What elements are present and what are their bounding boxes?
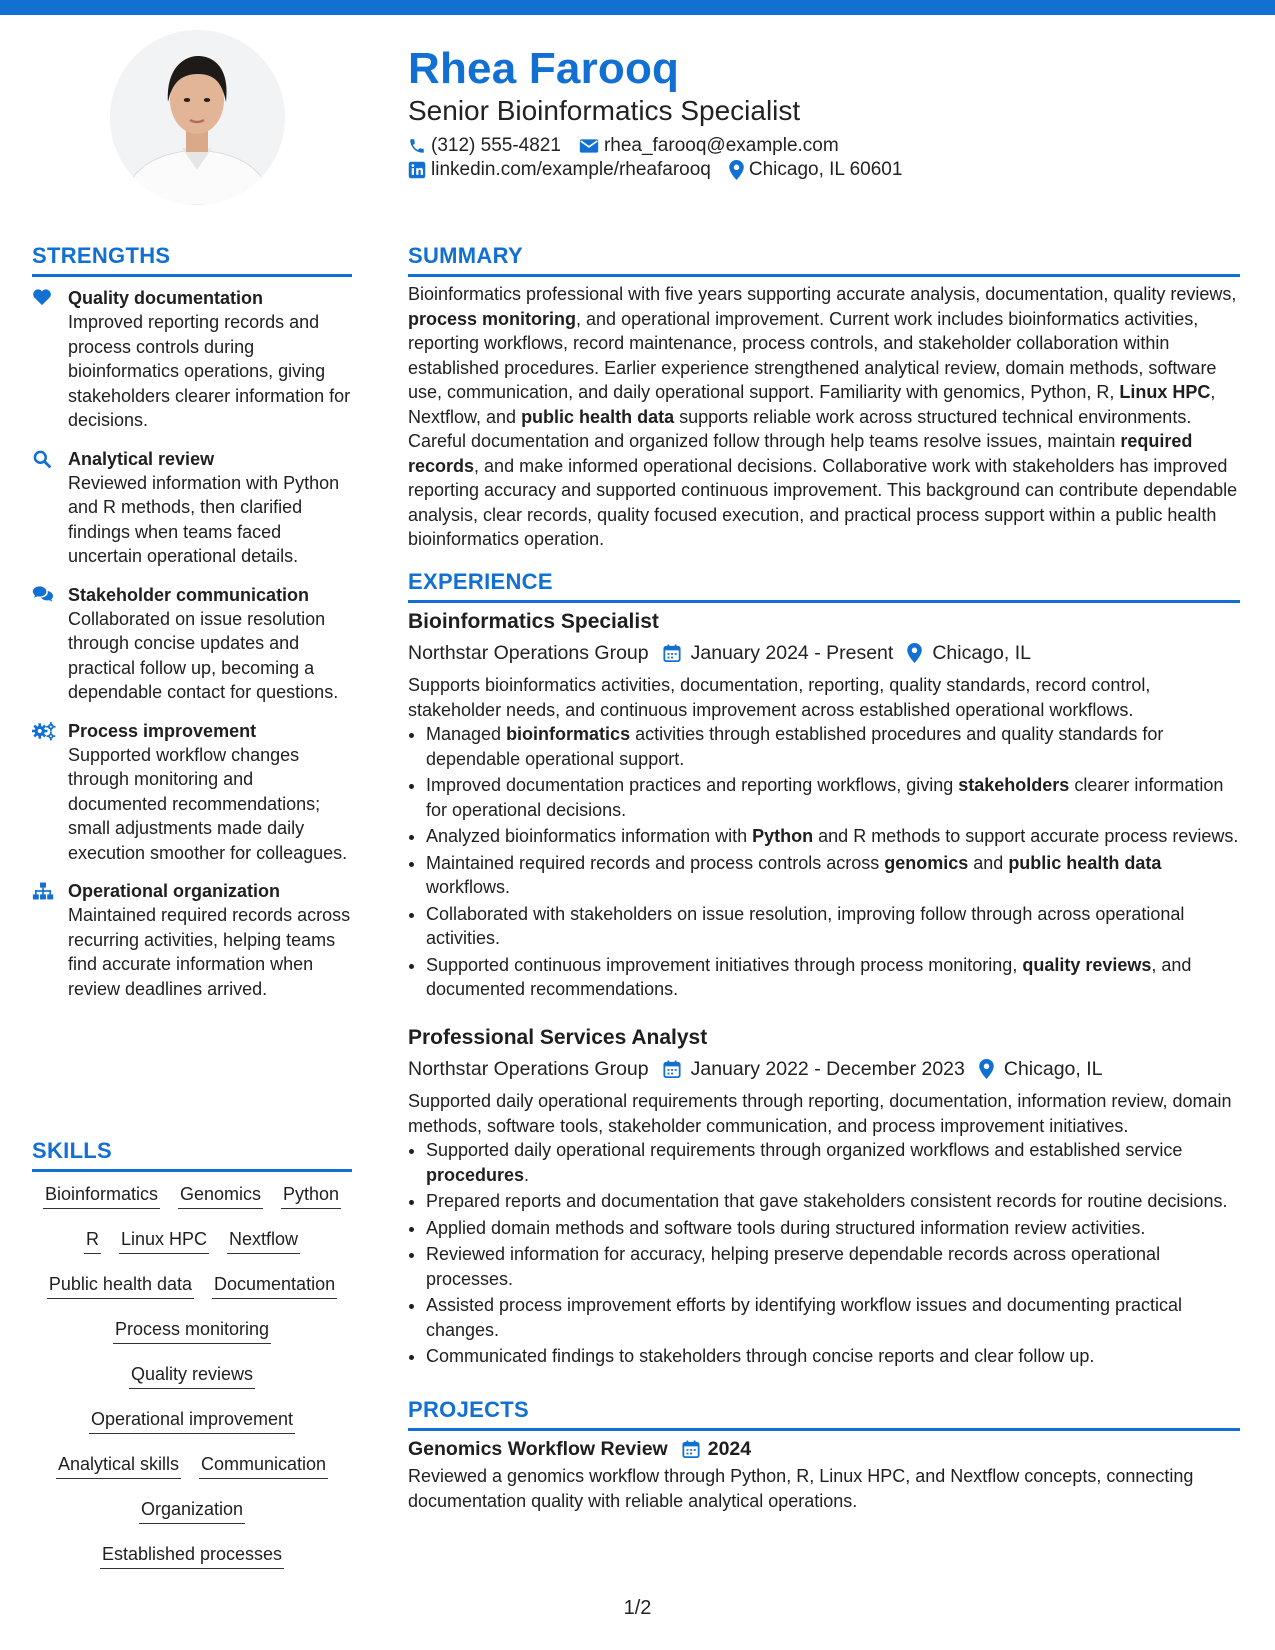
job-title: Professional Services Analyst xyxy=(408,1026,708,1049)
envelope-icon xyxy=(579,137,599,155)
text-segment: and xyxy=(968,852,1009,873)
project-title-row xyxy=(408,1436,1240,1462)
top-accent-bar xyxy=(0,0,1275,15)
strengths-list xyxy=(32,286,352,1015)
map-pin-icon xyxy=(979,1059,994,1079)
text-segment: Supported continuous improvement initiatives through process monitoring, xyxy=(426,954,1023,975)
candidate-name: Rhea Farooq xyxy=(408,44,680,93)
org-chart-icon xyxy=(32,881,54,901)
bold-keyword: stakeholders xyxy=(958,775,1070,795)
skills-heading: SKILLS xyxy=(32,1137,352,1172)
text-segment: , and operational improvement. Current work includes bioinformatics activities, reporting workflows, record maintenance, process controls, and stakeholder collaboration within established procedures. Earlier experience strengthened analytical review, domain methods, software use, communication, and daily operational support. Familiarity with genomics, Python, R, xyxy=(408,308,1217,402)
job-bullets xyxy=(408,722,1240,1002)
location-contact xyxy=(729,158,903,182)
map-pin-icon xyxy=(907,643,922,663)
job-entry xyxy=(408,608,1240,1004)
bold-keyword: bioinformatics xyxy=(506,724,631,744)
gears-icon xyxy=(32,721,56,741)
text-segment: and R methods to support accurate process reviews. xyxy=(813,826,1239,846)
project-desc: Reviewed a genomics workflow through Python, R, Linux HPC, and Nextflow concepts, connecting documentation quality with reliable analytical operations. xyxy=(408,1466,1194,1511)
bold-keyword: genomics xyxy=(884,852,969,873)
job-bullet xyxy=(426,773,1240,822)
summary-heading: SUMMARY xyxy=(408,242,1240,277)
strength-title: Operational organization xyxy=(68,881,281,901)
job-location: Chicago, IL xyxy=(932,642,1031,664)
strength-item xyxy=(32,286,352,433)
job-bullets xyxy=(408,1138,1240,1369)
job-bullet xyxy=(426,1293,1240,1342)
bold-keyword: process monitoring xyxy=(408,308,577,329)
strength-item xyxy=(32,719,352,866)
job-meta xyxy=(408,639,1240,667)
strength-title: Analytical review xyxy=(68,448,215,469)
skill-row xyxy=(32,1542,352,1587)
strength-desc: Supported workflow changes through monitoring and documented recommendations; small adjustments made daily execution smoother for colleagues. xyxy=(68,744,348,863)
skill-tag: Analytical skills xyxy=(56,1452,181,1479)
text-segment: Collaborated with stakeholders on issue resolution, improving follow through across operational activities. xyxy=(426,903,1185,948)
strength-desc: Reviewed information with Python and R methods, then clarified findings when teams faced uncertain operational details. xyxy=(68,472,340,566)
text-segment: , Nextflow, and xyxy=(408,382,1216,427)
text-segment: . xyxy=(524,1164,530,1185)
job-bullet xyxy=(426,953,1240,1002)
skill-tag: Established processes xyxy=(100,1542,284,1569)
calendar-icon xyxy=(663,644,681,663)
profile-photo xyxy=(110,30,285,205)
job-entry xyxy=(408,1024,1240,1371)
skill-row xyxy=(32,1317,352,1362)
job-bullet xyxy=(426,1216,1240,1241)
strength-item xyxy=(32,447,352,569)
experience-heading: EXPERIENCE xyxy=(408,568,1240,603)
job-bullet xyxy=(426,851,1240,900)
job-meta xyxy=(408,1055,1240,1083)
text-segment: , and documented recommendations. xyxy=(426,954,1192,999)
text-segment: Prepared reports and documentation that gave stakeholders consistent records for routine decisions. xyxy=(426,1191,1228,1211)
skill-tag: Process monitoring xyxy=(113,1317,271,1344)
job-dates: January 2024 - Present xyxy=(690,642,894,664)
linkedin-text: linkedin.com/example/rheafarooq xyxy=(431,159,711,180)
job-location: Chicago, IL xyxy=(1003,1058,1103,1080)
skill-tag: Documentation xyxy=(212,1272,337,1299)
strength-title: Stakeholder communication xyxy=(68,584,310,605)
skill-tag: Organization xyxy=(139,1497,245,1524)
project-year: 2024 xyxy=(707,1438,752,1460)
email-text: rhea_farooq@example.com xyxy=(603,135,839,156)
skill-tag: Quality reviews xyxy=(129,1362,255,1389)
text-segment: Managed xyxy=(426,724,507,744)
heart-icon xyxy=(32,288,52,306)
text-segment: Assisted process improvement efforts by identifying workflow issues and documenting practical changes. xyxy=(426,1295,1183,1340)
skill-row xyxy=(32,1182,352,1227)
skill-tag: Public health data xyxy=(47,1272,194,1299)
strength-item xyxy=(32,879,352,1001)
text-segment: Reviewed information for accuracy, helping preserve dependable records across operational processes. xyxy=(426,1244,1161,1289)
projects-heading: PROJECTS xyxy=(408,1396,1240,1431)
bold-keyword: Linux HPC xyxy=(1119,382,1211,402)
skill-tag: Bioinformatics xyxy=(43,1182,160,1209)
skill-tag: Nextflow xyxy=(227,1227,300,1254)
project-title: Genomics Workflow Review xyxy=(408,1438,668,1460)
bold-keyword: procedures xyxy=(426,1164,525,1185)
magnifier-icon xyxy=(32,449,52,469)
contact-row-2 xyxy=(408,158,920,182)
phone-text: (312) 555-4821 xyxy=(431,135,561,156)
skill-tag: Operational improvement xyxy=(89,1407,295,1434)
bold-keyword: public health data xyxy=(1008,852,1162,873)
page-indicator: 1/2 xyxy=(623,1597,652,1619)
job-summary: Supports bioinformatics activities, documentation, reporting, quality standards, record control, stakeholder needs, and continuous improvement across established operational workflows. xyxy=(408,675,1151,720)
skill-row xyxy=(32,1272,352,1317)
calendar-icon xyxy=(663,1060,681,1079)
phone-contact[interactable] xyxy=(408,134,561,158)
text-segment: Analyzed bioinformatics information with xyxy=(426,826,753,846)
calendar-icon xyxy=(682,1440,700,1459)
text-segment: Applied domain methods and software tools during structured information review activities. xyxy=(426,1217,1146,1238)
skill-tag: R xyxy=(84,1227,101,1254)
phone-icon xyxy=(408,137,426,155)
skill-row xyxy=(32,1227,352,1272)
location-text: Chicago, IL 60601 xyxy=(748,159,903,180)
skill-row xyxy=(32,1497,352,1542)
job-bullet xyxy=(426,1189,1240,1214)
job-bullet xyxy=(426,1344,1240,1369)
text-segment: clearer information for operational decisions. xyxy=(426,775,1224,820)
job-summary: Supported daily operational requirements through reporting, documentation, information review, domain methods, software tools, stakeholder communication, and process improvement initiatives. xyxy=(408,1091,1232,1136)
bold-keyword: public health data xyxy=(521,406,675,427)
skill-tag: Communication xyxy=(199,1452,328,1479)
text-segment: Improved documentation practices and reporting workflows, giving xyxy=(426,775,959,795)
skill-tag: Linux HPC xyxy=(119,1227,209,1254)
text-segment: Supported daily operational requirements through organized workflows and established service xyxy=(426,1140,1183,1160)
skill-tag: Genomics xyxy=(178,1182,263,1209)
linkedin-icon xyxy=(408,161,426,179)
map-pin-icon xyxy=(729,160,744,180)
strength-desc: Improved reporting records and process controls during bioinformatics operations, giving stakeholders clearer information for decisions. xyxy=(68,312,351,430)
job-dates: January 2022 - December 2023 xyxy=(690,1058,965,1080)
linkedin-contact[interactable] xyxy=(408,158,711,182)
text-segment: activities through established procedures and quality standards for dependable operational support. xyxy=(426,724,1164,769)
text-segment: Bioinformatics professional with five years supporting accurate analysis, documentation, quality reviews, xyxy=(408,284,1237,304)
chat-bubbles-icon xyxy=(32,585,54,603)
strength-desc: Collaborated on issue resolution through concise updates and practical follow up, becoming a dependable contact for questions. xyxy=(68,608,339,702)
strength-desc: Maintained required records across recurring activities, helping teams find accurate information when review deadlines arrived. xyxy=(68,905,351,999)
skills-list xyxy=(32,1182,352,1587)
bold-keyword: quality reviews xyxy=(1022,954,1152,975)
strength-item xyxy=(32,583,352,705)
job-bullet xyxy=(426,824,1240,849)
skill-tag: Python xyxy=(281,1182,341,1209)
email-contact[interactable] xyxy=(579,134,839,158)
project-entry xyxy=(408,1436,1240,1513)
candidate-title: Senior Bioinformatics Specialist xyxy=(408,95,801,126)
bold-keyword: Python xyxy=(752,826,814,846)
job-company: Northstar Operations Group xyxy=(408,1058,649,1080)
bold-keyword: required records xyxy=(408,431,1193,476)
job-title: Bioinformatics Specialist xyxy=(408,610,659,633)
job-bullet xyxy=(426,1138,1240,1187)
text-segment: Communicated findings to stakeholders through concise reports and clear follow up. xyxy=(426,1346,1095,1366)
contact-row-1 xyxy=(408,134,857,158)
text-segment: workflows. xyxy=(426,877,511,897)
strengths-heading: STRENGTHS xyxy=(32,242,352,277)
skill-row xyxy=(32,1362,352,1407)
strength-title: Quality documentation xyxy=(68,288,264,308)
text-segment: Maintained required records and process controls across xyxy=(426,852,885,873)
job-company: Northstar Operations Group xyxy=(408,642,649,664)
job-bullet xyxy=(426,722,1240,771)
skill-row xyxy=(32,1407,352,1452)
summary-text xyxy=(408,282,1240,552)
skill-row xyxy=(32,1452,352,1497)
job-bullet xyxy=(426,1242,1240,1291)
job-bullet xyxy=(426,902,1240,951)
text-segment: supports reliable work across structured technical environments. Careful documentation and organized follow through help teams resolve issues, maintain xyxy=(408,406,1192,451)
text-segment: , and make informed operational decisions. Collaborative work with stakeholders has improved reporting accuracy and supported continuous improvement. This background can contribute dependable analysis, clear records, quality focused execution, and practical process support within a public health bioinformatics operation. xyxy=(408,455,1238,549)
strength-title: Process improvement xyxy=(68,720,257,741)
